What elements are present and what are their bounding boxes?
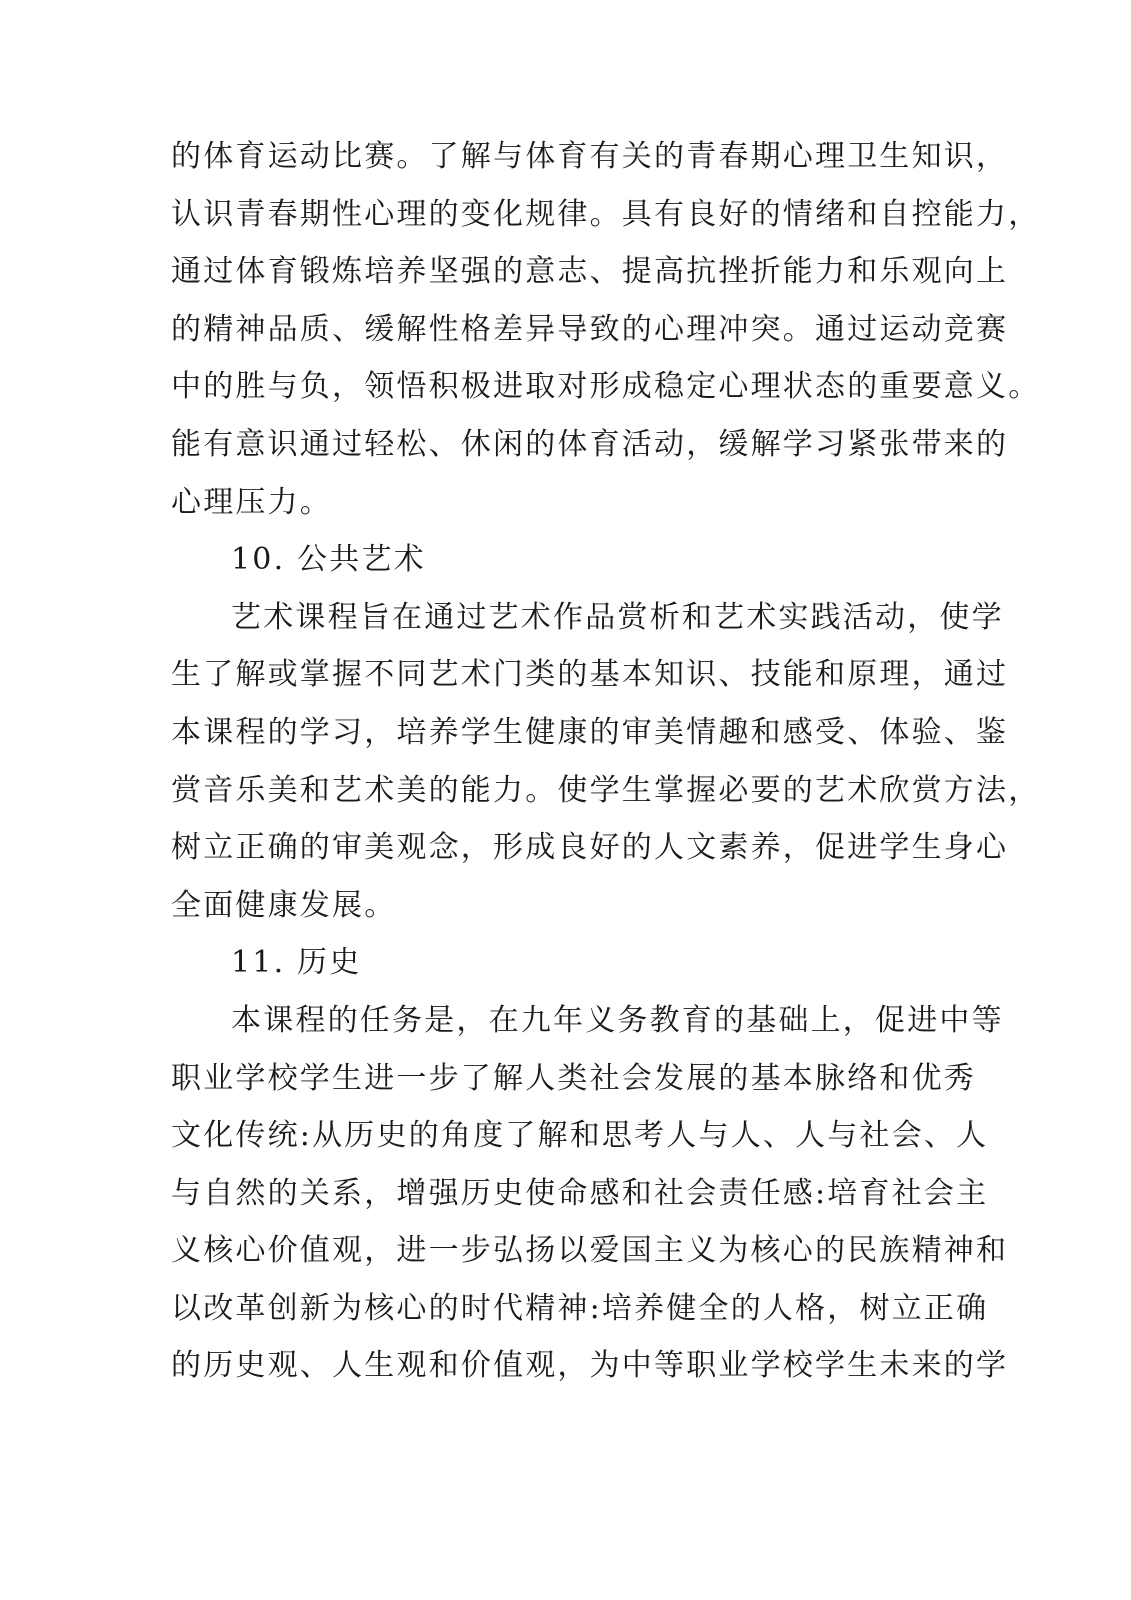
text-line: 通过体育锻炼培养坚强的意志、提高抗挫折能力和乐观向上 bbox=[171, 254, 1009, 290]
text-line: 艺术课程旨在通过艺术作品赏析和艺术实践活动，使学 bbox=[231, 599, 1004, 635]
text-line: 树立正确的审美观念，形成良好的人文素养，促进学生身心 bbox=[171, 830, 1009, 866]
text-line: 生了解或掌握不同艺术门类的基本知识、技能和原理，通过 bbox=[171, 657, 1009, 693]
section-heading-public-art: 10. 公共艺术 bbox=[231, 542, 426, 578]
text-line: 本课程的任务是，在九年义务教育的基础上，促进中等 bbox=[231, 1002, 1004, 1038]
text-line: 心理压力。 bbox=[171, 484, 332, 520]
text-line: 的精神品质、缓解性格差异导致的心理冲突。通过运动竞赛 bbox=[171, 311, 1009, 347]
text-line: 义核心价值观，进一步弘扬以爱国主义为核心的民族精神和 bbox=[171, 1233, 1009, 1269]
text-line: 全面健康发展。 bbox=[171, 887, 397, 923]
text-line: 赏音乐美和艺术美的能力。使学生掌握必要的艺术欣赏方法， bbox=[171, 772, 1041, 808]
text-line: 以改革创新为核心的时代精神:培养健全的人格，树立正确 bbox=[171, 1290, 989, 1326]
text-line: 的历史观、人生观和价值观，为中等职业学校学生未来的学 bbox=[171, 1348, 1009, 1384]
text-line: 职业学校学生进一步了解人类社会发展的基本脉络和优秀 bbox=[171, 1060, 976, 1096]
text-line: 认识青春期性心理的变化规律。具有良好的情绪和自控能力， bbox=[171, 196, 1041, 232]
body-text bbox=[171, 128, 1041, 1395]
section-heading-history: 11. 历史 bbox=[231, 945, 362, 981]
text-line: 与自然的关系，增强历史使命感和社会责任感:培育社会主 bbox=[171, 1175, 989, 1211]
text-line: 本课程的学习，培养学生健康的审美情趣和感受、体验、鉴 bbox=[171, 714, 1009, 750]
text-line: 文化传统:从历史的角度了解和思考人与人、人与社会、人 bbox=[171, 1118, 989, 1154]
text-line: 中的胜与负，领悟积极进取对形成稳定心理状态的重要意义。 bbox=[171, 369, 1041, 405]
text-line: 能有意识通过轻松、休闲的体育活动，缓解学习紧张带来的 bbox=[171, 426, 1009, 462]
text-line: 的体育运动比赛。了解与体育有关的青春期心理卫生知识， bbox=[171, 139, 1009, 174]
